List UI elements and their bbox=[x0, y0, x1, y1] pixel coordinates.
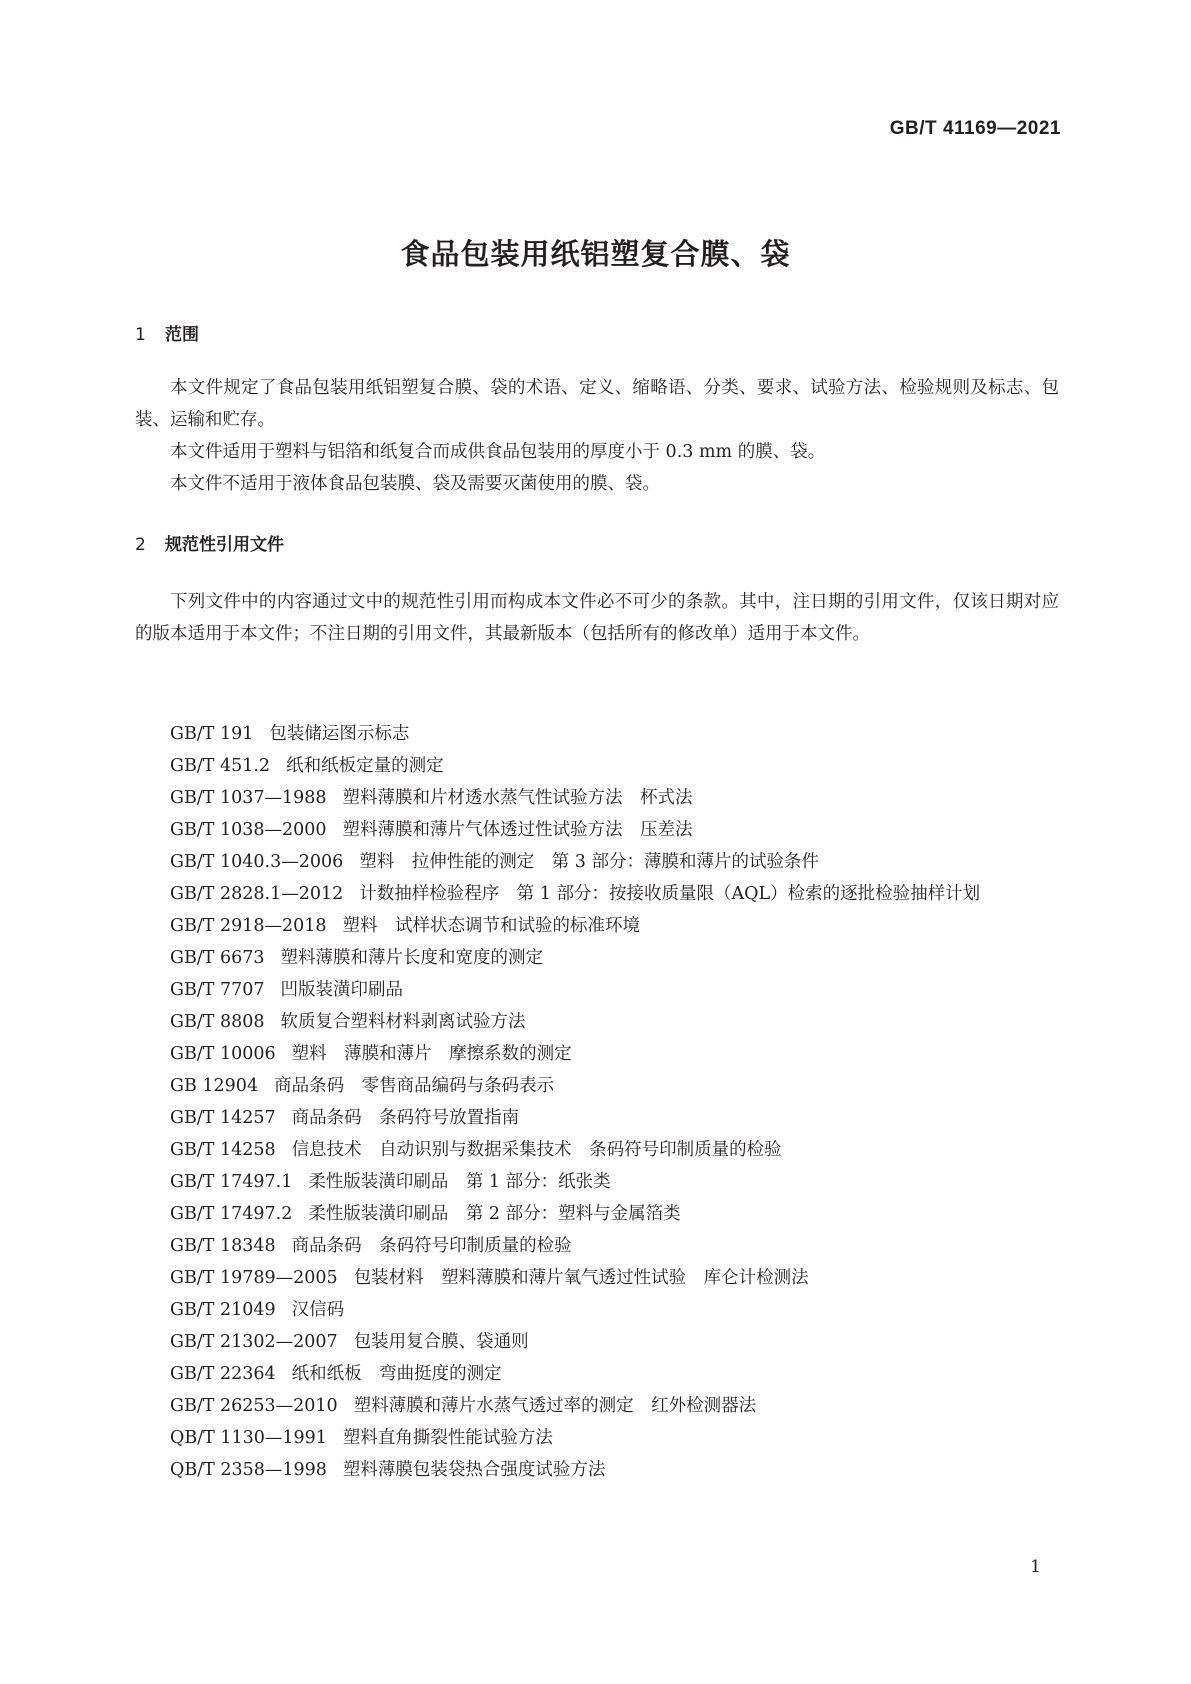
reference-code: GB/T 8808 bbox=[170, 1012, 265, 1032]
standard-number: GB/T 41169—2021 bbox=[889, 118, 1061, 139]
reference-item bbox=[135, 1006, 1059, 1038]
scope-paragraph-1: 本文件规定了食品包装用纸铝塑复合膜、袋的术语、定义、缩略语、分类、要求、试验方法、检验规则及标志、包装、运输和贮存。 bbox=[135, 378, 1059, 430]
reference-item bbox=[135, 1166, 1059, 1198]
reference-item bbox=[135, 942, 1059, 974]
reference-list bbox=[135, 718, 1059, 1486]
reference-code: GB/T 19789—2005 bbox=[170, 1268, 338, 1288]
reference-item bbox=[135, 718, 1059, 750]
reference-item bbox=[135, 782, 1059, 814]
reference-code: GB/T 18348 bbox=[170, 1236, 276, 1256]
reference-code: GB/T 17497.2 bbox=[170, 1204, 293, 1224]
reference-title: 柔性版装潢印刷品 第 2 部分：塑料与金属箔类 bbox=[308, 1204, 681, 1224]
reference-item bbox=[135, 974, 1059, 1006]
reference-title: 商品条码 条码符号印制质量的检验 bbox=[291, 1236, 572, 1256]
reference-item bbox=[135, 1198, 1059, 1230]
reference-title: 计数抽样检验程序 第 1 部分：按接收质量限（AQL）检索的逐批检验抽样计划 bbox=[359, 884, 981, 904]
reference-title: 包装材料 塑料薄膜和薄片氧气透过性试验 库仑计检测法 bbox=[353, 1268, 809, 1288]
reference-title: 柔性版装潢印刷品 第 1 部分：纸张类 bbox=[308, 1172, 611, 1192]
reference-title: 塑料 试样状态调节和试验的标准环境 bbox=[342, 916, 641, 936]
section-number: 2 bbox=[135, 535, 146, 555]
reference-item bbox=[135, 1326, 1059, 1358]
reference-code: GB/T 26253—2010 bbox=[170, 1396, 338, 1416]
reference-code: GB/T 10006 bbox=[170, 1044, 276, 1064]
reference-title: 塑料薄膜和薄片水蒸气透过率的测定 红外检测器法 bbox=[353, 1396, 757, 1416]
reference-title: 凹版装潢印刷品 bbox=[280, 980, 404, 1000]
reference-item bbox=[135, 1230, 1059, 1262]
reference-code: GB/T 191 bbox=[170, 724, 254, 744]
scope-paragraph-2: 本文件适用于塑料与铝箔和纸复合而成供食品包装用的厚度小于 0.3 mm 的膜、袋。 bbox=[170, 442, 826, 462]
reference-item bbox=[135, 1390, 1059, 1422]
reference-title: 信息技术 自动识别与数据采集技术 条码符号印制质量的检验 bbox=[291, 1140, 782, 1160]
reference-code: GB/T 22364 bbox=[170, 1364, 276, 1384]
reference-title: 塑料 薄膜和薄片 摩擦系数的测定 bbox=[291, 1044, 572, 1064]
reference-title: 塑料薄膜和薄片气体透过性试验方法 压差法 bbox=[342, 820, 693, 840]
reference-code: QB/T 1130—1991 bbox=[170, 1428, 327, 1448]
reference-item bbox=[135, 910, 1059, 942]
reference-title: 软质复合塑料材料剥离试验方法 bbox=[280, 1012, 526, 1032]
page-number: 1 bbox=[1030, 1557, 1041, 1577]
references-intro-paragraph: 下列文件中的内容通过文中的规范性引用而构成本文件必不可少的条款。其中，注日期的引用文件，仅该日期对应的版本适用于本文件；不注日期的引用文件，其最新版本（包括所有的修改单）适用于本文件。 bbox=[135, 592, 1059, 644]
reference-code: GB/T 17497.1 bbox=[170, 1172, 293, 1192]
reference-item bbox=[135, 814, 1059, 846]
reference-title: 商品条码 条码符号放置指南 bbox=[291, 1108, 520, 1128]
reference-title: 纸和纸板 弯曲挺度的测定 bbox=[291, 1364, 502, 1384]
reference-title: 塑料薄膜包装袋热合强度试验方法 bbox=[342, 1460, 606, 1480]
reference-title: 商品条码 零售商品编码与条码表示 bbox=[274, 1076, 555, 1096]
section-heading-normative-references bbox=[135, 530, 284, 555]
reference-item bbox=[135, 1422, 1059, 1454]
reference-item bbox=[135, 878, 1059, 910]
section-heading-scope bbox=[135, 320, 199, 345]
reference-item bbox=[135, 1134, 1059, 1166]
reference-code: GB/T 14257 bbox=[170, 1108, 276, 1128]
reference-code: GB/T 7707 bbox=[170, 980, 265, 1000]
scope-paragraph-3: 本文件不适用于液体食品包装膜、袋及需要灭菌使用的膜、袋。 bbox=[170, 474, 660, 494]
reference-item bbox=[135, 1262, 1059, 1294]
reference-code: GB/T 21302—2007 bbox=[170, 1332, 338, 1352]
reference-title: 塑料 拉伸性能的测定 第 3 部分：薄膜和薄片的试验条件 bbox=[359, 852, 820, 872]
reference-item bbox=[135, 750, 1059, 782]
reference-code: GB 12904 bbox=[170, 1076, 259, 1096]
reference-code: GB/T 2828.1—2012 bbox=[170, 884, 344, 904]
reference-item bbox=[135, 1102, 1059, 1134]
reference-code: GB/T 14258 bbox=[170, 1140, 276, 1160]
reference-code: GB/T 1040.3—2006 bbox=[170, 852, 344, 872]
reference-code: GB/T 1037—1988 bbox=[170, 788, 327, 808]
reference-code: GB/T 1038—2000 bbox=[170, 820, 327, 840]
reference-code: GB/T 2918—2018 bbox=[170, 916, 327, 936]
reference-code: QB/T 2358—1998 bbox=[170, 1460, 327, 1480]
reference-item bbox=[135, 1038, 1059, 1070]
section-title: 规范性引用文件 bbox=[165, 535, 284, 555]
reference-item bbox=[135, 1294, 1059, 1326]
reference-code: GB/T 6673 bbox=[170, 948, 265, 968]
reference-item bbox=[135, 1070, 1059, 1102]
reference-title: 塑料薄膜和薄片长度和宽度的测定 bbox=[280, 948, 544, 968]
document-title: 食品包装用纸铝塑复合膜、袋 bbox=[400, 237, 791, 271]
reference-title: 纸和纸板定量的测定 bbox=[286, 756, 444, 776]
reference-item bbox=[135, 1454, 1059, 1486]
reference-title: 包装用复合膜、袋通则 bbox=[353, 1332, 529, 1352]
reference-item bbox=[135, 846, 1059, 878]
reference-title: 塑料直角撕裂性能试验方法 bbox=[342, 1428, 553, 1448]
reference-item bbox=[135, 1358, 1059, 1390]
reference-title: 汉信码 bbox=[291, 1300, 345, 1320]
reference-title: 塑料薄膜和片材透水蒸气性试验方法 杯式法 bbox=[342, 788, 693, 808]
reference-code: GB/T 21049 bbox=[170, 1300, 276, 1320]
reference-title: 包装储运图示标志 bbox=[269, 724, 410, 744]
section-title: 范围 bbox=[165, 325, 199, 345]
section-number: 1 bbox=[135, 325, 146, 345]
reference-code: GB/T 451.2 bbox=[170, 756, 271, 776]
